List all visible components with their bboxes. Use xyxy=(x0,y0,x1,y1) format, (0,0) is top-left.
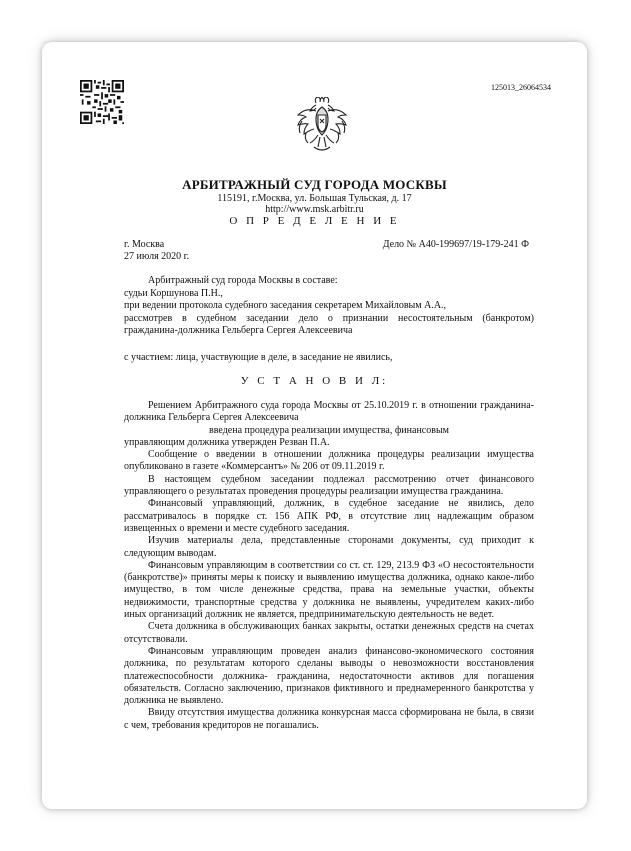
composition-line: Арбитражный суд города Москвы в составе: xyxy=(148,275,338,286)
document-page xyxy=(42,42,587,809)
paragraph: Финансовый управляющий, должник, в судебное заседание не явились, дело рассматривалось в порядке ст. 156 АПК РФ, в отсутствие лиц надлежащим образом извещенных о времени и месте судебного заседания. xyxy=(124,498,534,534)
paragraph: Решением Арбитражного суда города Москвы от 25.10.2019 г. в отношении гражданина-должника Гельберга Сергея Алексеевича xyxy=(124,400,534,424)
paragraph: Финансовым управляющим в соответствии со ст. ст. 129, 213.9 ФЗ «О несостоятельности (банкротстве)» приняты меры к поиску и выявлению имущества должника, однако какое-либо имущество, в том числе денежные средства, права на земельные участки, объекты недвижимости, транспортные средства у должника не выявлены, учредителем каких-либо иных организаций должник не является, предпринимательскую деятельность не ведет. xyxy=(124,559,534,621)
established-heading: У С Т А Н О В И Л: xyxy=(240,375,389,387)
paragraph: Счета должника в обслуживающих банках закрыты, остатки денежных средств на счетах отсутствовали. xyxy=(124,621,534,645)
paragraph: Изучив материалы дела, представленные сторонами документы, суд приходит к следующим выводам. xyxy=(124,535,534,559)
city: г. Москва xyxy=(124,239,165,250)
document-date: 27 июля 2020 г. xyxy=(124,251,190,262)
paragraph: управляющим должника утвержден Резван П.А. xyxy=(124,436,330,448)
composition-line: рассмотрев в судебном заседании дело о признании несостоятельным (банкротом) xyxy=(124,312,534,324)
ruling-body xyxy=(124,400,534,732)
court-title: АРБИТРАЖНЫЙ СУД ГОРОДА МОСКВЫ xyxy=(182,177,447,192)
composition-line: судьи Коршунова П.Н., xyxy=(124,287,223,299)
paragraph: Финансовым управляющим проведен анализ финансово-экономического состояния должника, по результатам которого сделаны выводы о невозможности восстановления платежеспособности должника- гражданина, недостаточности активов для погашения обязательств. Согласно заключению, признаков фиктивного и преднамеренного банкротства у должника не выявлено. xyxy=(124,645,534,707)
paragraph: Сообщение о введении в отношении должника процедуры реализации имущества опубликовано в газете «Коммерсантъ» № 206 от 09.11.2019 г. xyxy=(124,449,534,473)
document-type-heading: О П Р Е Д Е Л Е Н И Е xyxy=(229,215,400,227)
composition-line: гражданина-должника Гельберга Сергея Алексеевича xyxy=(124,325,353,336)
court-address: 115191, г.Москва, ул. Большая Тульская, д. 17 xyxy=(217,193,412,204)
paragraph: введена процедура реализации имущества, финансовым xyxy=(209,424,449,436)
case-number: Дело № А40-199697/19-179-241 Ф xyxy=(382,239,529,250)
composition-line: при ведении протокола судебного заседания секретарем Михайловым А.А., xyxy=(124,300,447,311)
paragraph: Ввиду отсутствия имущества должника конкурсная масса сформирована не была, в связи с чем, требования кредиторов не погашались. xyxy=(124,707,534,731)
presence-note: с участием: лица, участвующие в деле, в заседание не явились, xyxy=(124,352,393,363)
qr-code-icon xyxy=(80,80,124,124)
document-id: 125013_26064534 xyxy=(491,83,551,92)
court-composition xyxy=(124,275,534,338)
paragraph: В настоящем судебном заседании подлежал рассмотрению отчет финансового управляющего о результатах проведения процедуры реализации имущества гражданина. xyxy=(124,473,534,498)
coat-of-arms-icon xyxy=(294,97,350,155)
court-website: http://www.msk.arbitr.ru xyxy=(265,204,364,215)
